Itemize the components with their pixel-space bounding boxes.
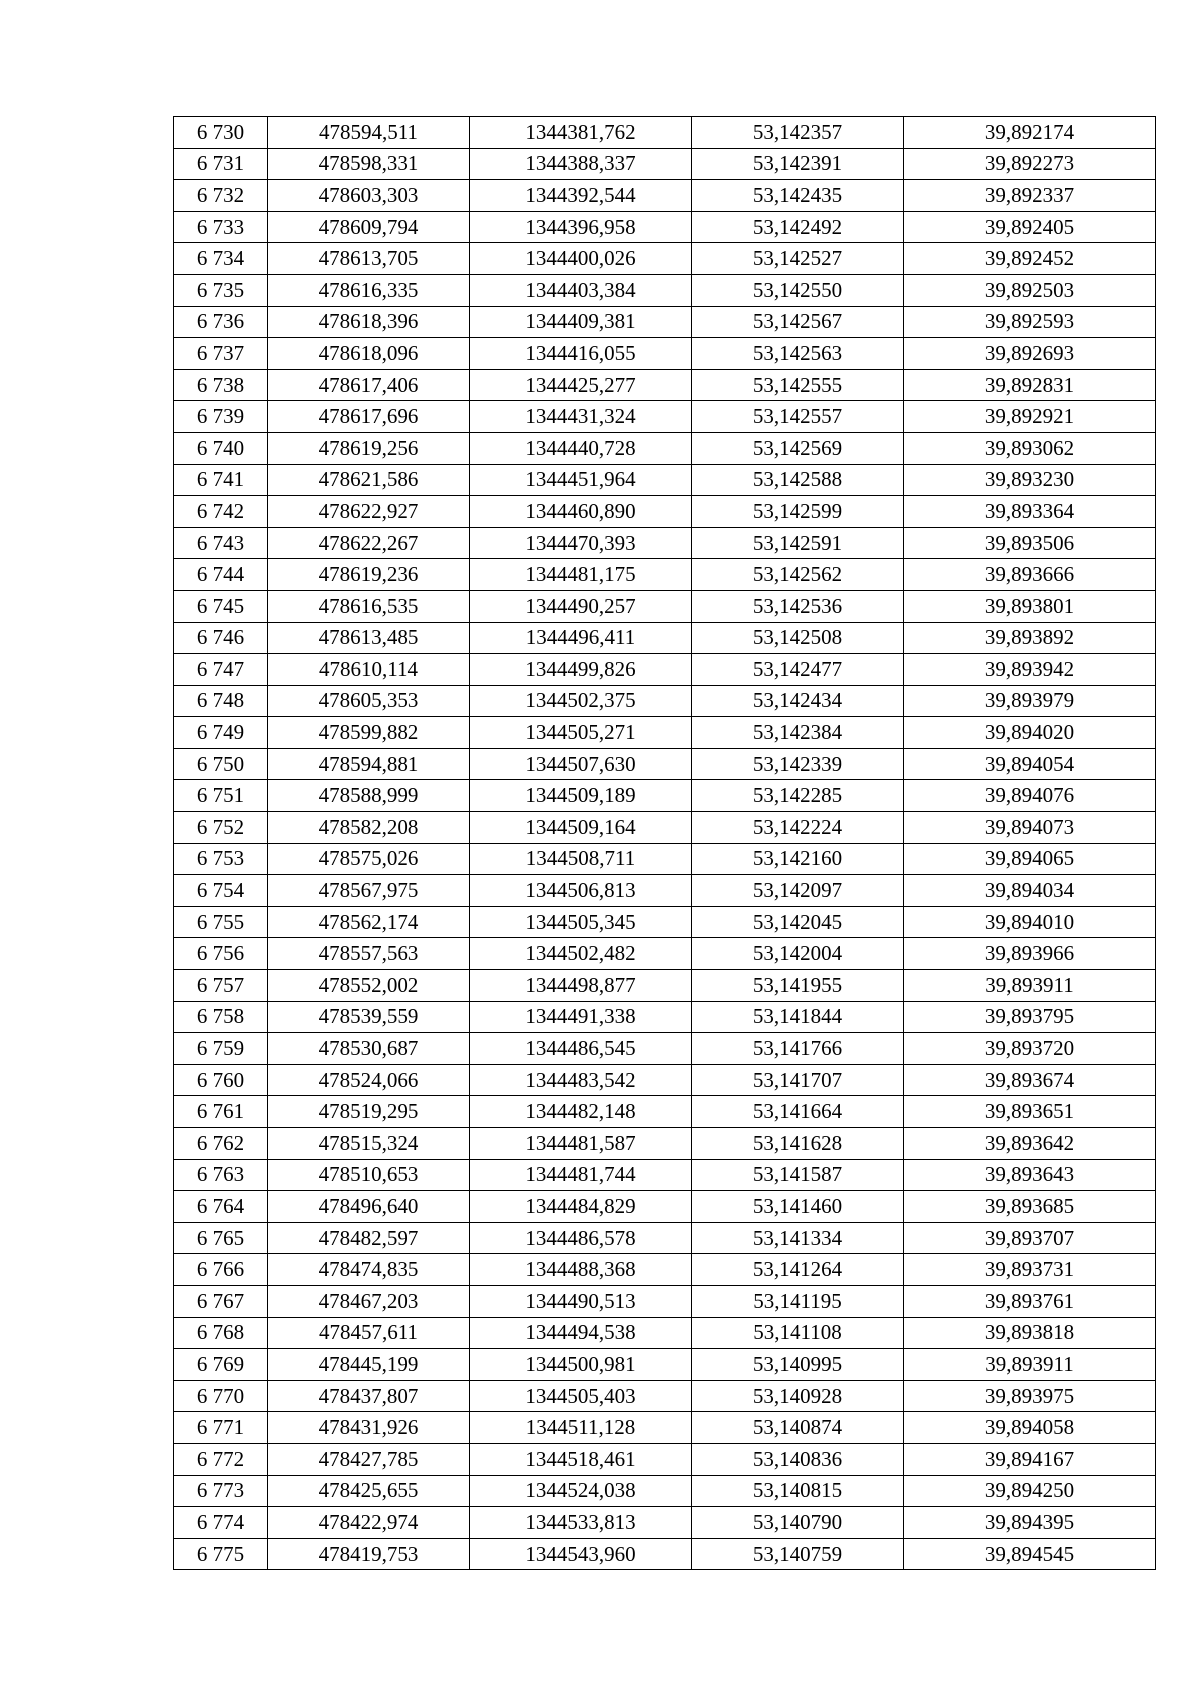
- x-coordinate-cell: 478618,096: [268, 338, 470, 370]
- y-coordinate-cell: 1344392,544: [470, 180, 692, 212]
- table-row: [174, 875, 1156, 907]
- longitude-cell: 39,894167: [904, 1443, 1156, 1475]
- point-number-cell: 6 734: [174, 243, 268, 275]
- y-coordinate-cell: 1344486,545: [470, 1033, 692, 1065]
- table-row: [174, 748, 1156, 780]
- point-number-cell: 6 738: [174, 369, 268, 401]
- y-coordinate-cell: 1344496,411: [470, 622, 692, 654]
- x-coordinate-cell: 478609,794: [268, 211, 470, 243]
- x-coordinate-cell: 478621,586: [268, 464, 470, 496]
- latitude-cell: 53,142339: [692, 748, 904, 780]
- longitude-cell: 39,893801: [904, 590, 1156, 622]
- y-coordinate-cell: 1344481,744: [470, 1159, 692, 1191]
- x-coordinate-cell: 478618,396: [268, 306, 470, 338]
- table-row: [174, 780, 1156, 812]
- coordinates-table-body: [174, 117, 1156, 1570]
- x-coordinate-cell: 478616,335: [268, 274, 470, 306]
- x-coordinate-cell: 478613,705: [268, 243, 470, 275]
- longitude-cell: 39,893707: [904, 1222, 1156, 1254]
- longitude-cell: 39,893062: [904, 432, 1156, 464]
- latitude-cell: 53,141195: [692, 1285, 904, 1317]
- x-coordinate-cell: 478437,807: [268, 1380, 470, 1412]
- latitude-cell: 53,140790: [692, 1507, 904, 1539]
- point-number-cell: 6 745: [174, 590, 268, 622]
- table-row: [174, 1475, 1156, 1507]
- latitude-cell: 53,141460: [692, 1191, 904, 1223]
- latitude-cell: 53,142391: [692, 148, 904, 180]
- point-number-cell: 6 733: [174, 211, 268, 243]
- y-coordinate-cell: 1344482,148: [470, 1096, 692, 1128]
- longitude-cell: 39,893761: [904, 1285, 1156, 1317]
- longitude-cell: 39,892405: [904, 211, 1156, 243]
- longitude-cell: 39,892921: [904, 401, 1156, 433]
- latitude-cell: 53,142536: [692, 590, 904, 622]
- latitude-cell: 53,142562: [692, 559, 904, 591]
- table-row: [174, 464, 1156, 496]
- point-number-cell: 6 758: [174, 1001, 268, 1033]
- table-row: [174, 1222, 1156, 1254]
- x-coordinate-cell: 478610,114: [268, 654, 470, 686]
- longitude-cell: 39,893731: [904, 1254, 1156, 1286]
- point-number-cell: 6 768: [174, 1317, 268, 1349]
- x-coordinate-cell: 478619,256: [268, 432, 470, 464]
- point-number-cell: 6 744: [174, 559, 268, 591]
- x-coordinate-cell: 478519,295: [268, 1096, 470, 1128]
- x-coordinate-cell: 478457,611: [268, 1317, 470, 1349]
- table-row: [174, 243, 1156, 275]
- y-coordinate-cell: 1344499,826: [470, 654, 692, 686]
- x-coordinate-cell: 478575,026: [268, 843, 470, 875]
- x-coordinate-cell: 478431,926: [268, 1412, 470, 1444]
- point-number-cell: 6 750: [174, 748, 268, 780]
- x-coordinate-cell: 478599,882: [268, 717, 470, 749]
- y-coordinate-cell: 1344507,630: [470, 748, 692, 780]
- y-coordinate-cell: 1344460,890: [470, 496, 692, 528]
- point-number-cell: 6 759: [174, 1033, 268, 1065]
- y-coordinate-cell: 1344416,055: [470, 338, 692, 370]
- latitude-cell: 53,142588: [692, 464, 904, 496]
- point-number-cell: 6 732: [174, 180, 268, 212]
- x-coordinate-cell: 478603,303: [268, 180, 470, 212]
- latitude-cell: 53,140928: [692, 1380, 904, 1412]
- latitude-cell: 53,142492: [692, 211, 904, 243]
- longitude-cell: 39,893685: [904, 1191, 1156, 1223]
- table-row: [174, 906, 1156, 938]
- latitude-cell: 53,142569: [692, 432, 904, 464]
- x-coordinate-cell: 478613,485: [268, 622, 470, 654]
- longitude-cell: 39,894054: [904, 748, 1156, 780]
- longitude-cell: 39,894058: [904, 1412, 1156, 1444]
- y-coordinate-cell: 1344440,728: [470, 432, 692, 464]
- latitude-cell: 53,142508: [692, 622, 904, 654]
- point-number-cell: 6 742: [174, 496, 268, 528]
- longitude-cell: 39,892831: [904, 369, 1156, 401]
- table-row: [174, 1285, 1156, 1317]
- table-row: [174, 812, 1156, 844]
- longitude-cell: 39,894010: [904, 906, 1156, 938]
- y-coordinate-cell: 1344491,338: [470, 1001, 692, 1033]
- latitude-cell: 53,141264: [692, 1254, 904, 1286]
- table-row: [174, 1317, 1156, 1349]
- x-coordinate-cell: 478474,835: [268, 1254, 470, 1286]
- x-coordinate-cell: 478530,687: [268, 1033, 470, 1065]
- point-number-cell: 6 757: [174, 970, 268, 1002]
- longitude-cell: 39,892273: [904, 148, 1156, 180]
- latitude-cell: 53,142357: [692, 117, 904, 149]
- table-row: [174, 274, 1156, 306]
- x-coordinate-cell: 478445,199: [268, 1349, 470, 1381]
- point-number-cell: 6 760: [174, 1064, 268, 1096]
- table-row: [174, 148, 1156, 180]
- longitude-cell: 39,893642: [904, 1128, 1156, 1160]
- y-coordinate-cell: 1344506,813: [470, 875, 692, 907]
- latitude-cell: 53,142004: [692, 938, 904, 970]
- longitude-cell: 39,893506: [904, 527, 1156, 559]
- longitude-cell: 39,893674: [904, 1064, 1156, 1096]
- point-number-cell: 6 764: [174, 1191, 268, 1223]
- x-coordinate-cell: 478539,559: [268, 1001, 470, 1033]
- table-row: [174, 717, 1156, 749]
- point-number-cell: 6 743: [174, 527, 268, 559]
- latitude-cell: 53,140815: [692, 1475, 904, 1507]
- longitude-cell: 39,892693: [904, 338, 1156, 370]
- point-number-cell: 6 752: [174, 812, 268, 844]
- coordinates-table: [173, 116, 1156, 1570]
- table-row: [174, 1064, 1156, 1096]
- table-row: [174, 685, 1156, 717]
- longitude-cell: 39,894250: [904, 1475, 1156, 1507]
- table-row: [174, 527, 1156, 559]
- x-coordinate-cell: 478425,655: [268, 1475, 470, 1507]
- table-row: [174, 1380, 1156, 1412]
- table-row: [174, 369, 1156, 401]
- table-row: [174, 211, 1156, 243]
- y-coordinate-cell: 1344396,958: [470, 211, 692, 243]
- y-coordinate-cell: 1344508,711: [470, 843, 692, 875]
- latitude-cell: 53,142384: [692, 717, 904, 749]
- point-number-cell: 6 735: [174, 274, 268, 306]
- latitude-cell: 53,140759: [692, 1538, 904, 1570]
- latitude-cell: 53,141628: [692, 1128, 904, 1160]
- y-coordinate-cell: 1344511,128: [470, 1412, 692, 1444]
- y-coordinate-cell: 1344518,461: [470, 1443, 692, 1475]
- latitude-cell: 53,142224: [692, 812, 904, 844]
- y-coordinate-cell: 1344505,403: [470, 1380, 692, 1412]
- latitude-cell: 53,142160: [692, 843, 904, 875]
- x-coordinate-cell: 478605,353: [268, 685, 470, 717]
- x-coordinate-cell: 478622,927: [268, 496, 470, 528]
- y-coordinate-cell: 1344494,538: [470, 1317, 692, 1349]
- table-row: [174, 1254, 1156, 1286]
- y-coordinate-cell: 1344431,324: [470, 401, 692, 433]
- latitude-cell: 53,142527: [692, 243, 904, 275]
- y-coordinate-cell: 1344502,375: [470, 685, 692, 717]
- point-number-cell: 6 766: [174, 1254, 268, 1286]
- longitude-cell: 39,893979: [904, 685, 1156, 717]
- longitude-cell: 39,894020: [904, 717, 1156, 749]
- longitude-cell: 39,893966: [904, 938, 1156, 970]
- longitude-cell: 39,894034: [904, 875, 1156, 907]
- table-row: [174, 306, 1156, 338]
- table-row: [174, 938, 1156, 970]
- table-row: [174, 559, 1156, 591]
- y-coordinate-cell: 1344400,026: [470, 243, 692, 275]
- point-number-cell: 6 756: [174, 938, 268, 970]
- point-number-cell: 6 749: [174, 717, 268, 749]
- table-row: [174, 1191, 1156, 1223]
- longitude-cell: 39,894395: [904, 1507, 1156, 1539]
- table-row: [174, 1159, 1156, 1191]
- x-coordinate-cell: 478422,974: [268, 1507, 470, 1539]
- point-number-cell: 6 754: [174, 875, 268, 907]
- longitude-cell: 39,893892: [904, 622, 1156, 654]
- x-coordinate-cell: 478557,563: [268, 938, 470, 970]
- x-coordinate-cell: 478598,331: [268, 148, 470, 180]
- point-number-cell: 6 771: [174, 1412, 268, 1444]
- y-coordinate-cell: 1344409,381: [470, 306, 692, 338]
- x-coordinate-cell: 478515,324: [268, 1128, 470, 1160]
- x-coordinate-cell: 478594,511: [268, 117, 470, 149]
- point-number-cell: 6 772: [174, 1443, 268, 1475]
- x-coordinate-cell: 478482,597: [268, 1222, 470, 1254]
- table-row: [174, 432, 1156, 464]
- y-coordinate-cell: 1344381,762: [470, 117, 692, 149]
- latitude-cell: 53,142285: [692, 780, 904, 812]
- table-row: [174, 654, 1156, 686]
- point-number-cell: 6 767: [174, 1285, 268, 1317]
- x-coordinate-cell: 478427,785: [268, 1443, 470, 1475]
- longitude-cell: 39,893942: [904, 654, 1156, 686]
- latitude-cell: 53,141955: [692, 970, 904, 1002]
- point-number-cell: 6 765: [174, 1222, 268, 1254]
- latitude-cell: 53,142563: [692, 338, 904, 370]
- longitude-cell: 39,893818: [904, 1317, 1156, 1349]
- longitude-cell: 39,893666: [904, 559, 1156, 591]
- y-coordinate-cell: 1344490,513: [470, 1285, 692, 1317]
- y-coordinate-cell: 1344403,384: [470, 274, 692, 306]
- x-coordinate-cell: 478616,535: [268, 590, 470, 622]
- latitude-cell: 53,142591: [692, 527, 904, 559]
- latitude-cell: 53,141844: [692, 1001, 904, 1033]
- x-coordinate-cell: 478582,208: [268, 812, 470, 844]
- point-number-cell: 6 739: [174, 401, 268, 433]
- table-row: [174, 338, 1156, 370]
- table-row: [174, 180, 1156, 212]
- y-coordinate-cell: 1344509,164: [470, 812, 692, 844]
- x-coordinate-cell: 478594,881: [268, 748, 470, 780]
- table-row: [174, 1001, 1156, 1033]
- latitude-cell: 53,142434: [692, 685, 904, 717]
- latitude-cell: 53,142557: [692, 401, 904, 433]
- longitude-cell: 39,893795: [904, 1001, 1156, 1033]
- longitude-cell: 39,894076: [904, 780, 1156, 812]
- table-row: [174, 1128, 1156, 1160]
- point-number-cell: 6 737: [174, 338, 268, 370]
- latitude-cell: 53,142567: [692, 306, 904, 338]
- table-row: [174, 117, 1156, 149]
- table-row: [174, 1412, 1156, 1444]
- table-row: [174, 622, 1156, 654]
- latitude-cell: 53,141334: [692, 1222, 904, 1254]
- x-coordinate-cell: 478496,640: [268, 1191, 470, 1223]
- longitude-cell: 39,893975: [904, 1380, 1156, 1412]
- latitude-cell: 53,142435: [692, 180, 904, 212]
- y-coordinate-cell: 1344470,393: [470, 527, 692, 559]
- table-row: [174, 1096, 1156, 1128]
- y-coordinate-cell: 1344490,257: [470, 590, 692, 622]
- point-number-cell: 6 731: [174, 148, 268, 180]
- longitude-cell: 39,894545: [904, 1538, 1156, 1570]
- point-number-cell: 6 746: [174, 622, 268, 654]
- point-number-cell: 6 748: [174, 685, 268, 717]
- x-coordinate-cell: 478562,174: [268, 906, 470, 938]
- point-number-cell: 6 775: [174, 1538, 268, 1570]
- point-number-cell: 6 753: [174, 843, 268, 875]
- point-number-cell: 6 773: [174, 1475, 268, 1507]
- latitude-cell: 53,140836: [692, 1443, 904, 1475]
- latitude-cell: 53,141587: [692, 1159, 904, 1191]
- latitude-cell: 53,142045: [692, 906, 904, 938]
- point-number-cell: 6 751: [174, 780, 268, 812]
- y-coordinate-cell: 1344533,813: [470, 1507, 692, 1539]
- y-coordinate-cell: 1344481,587: [470, 1128, 692, 1160]
- table-row: [174, 1349, 1156, 1381]
- y-coordinate-cell: 1344388,337: [470, 148, 692, 180]
- latitude-cell: 53,141108: [692, 1317, 904, 1349]
- latitude-cell: 53,142599: [692, 496, 904, 528]
- longitude-cell: 39,892337: [904, 180, 1156, 212]
- x-coordinate-cell: 478617,696: [268, 401, 470, 433]
- point-number-cell: 6 747: [174, 654, 268, 686]
- x-coordinate-cell: 478524,066: [268, 1064, 470, 1096]
- table-row: [174, 590, 1156, 622]
- table-row: [174, 496, 1156, 528]
- longitude-cell: 39,893230: [904, 464, 1156, 496]
- y-coordinate-cell: 1344500,981: [470, 1349, 692, 1381]
- y-coordinate-cell: 1344425,277: [470, 369, 692, 401]
- y-coordinate-cell: 1344484,829: [470, 1191, 692, 1223]
- table-row: [174, 1033, 1156, 1065]
- point-number-cell: 6 730: [174, 117, 268, 149]
- x-coordinate-cell: 478619,236: [268, 559, 470, 591]
- latitude-cell: 53,142555: [692, 369, 904, 401]
- x-coordinate-cell: 478622,267: [268, 527, 470, 559]
- point-number-cell: 6 740: [174, 432, 268, 464]
- longitude-cell: 39,892452: [904, 243, 1156, 275]
- y-coordinate-cell: 1344509,189: [470, 780, 692, 812]
- x-coordinate-cell: 478510,653: [268, 1159, 470, 1191]
- x-coordinate-cell: 478552,002: [268, 970, 470, 1002]
- x-coordinate-cell: 478588,999: [268, 780, 470, 812]
- x-coordinate-cell: 478419,753: [268, 1538, 470, 1570]
- point-number-cell: 6 774: [174, 1507, 268, 1539]
- latitude-cell: 53,142097: [692, 875, 904, 907]
- y-coordinate-cell: 1344483,542: [470, 1064, 692, 1096]
- point-number-cell: 6 755: [174, 906, 268, 938]
- y-coordinate-cell: 1344502,482: [470, 938, 692, 970]
- longitude-cell: 39,892503: [904, 274, 1156, 306]
- table-row: [174, 1538, 1156, 1570]
- longitude-cell: 39,894065: [904, 843, 1156, 875]
- table-row: [174, 843, 1156, 875]
- latitude-cell: 53,141664: [692, 1096, 904, 1128]
- x-coordinate-cell: 478617,406: [268, 369, 470, 401]
- longitude-cell: 39,893643: [904, 1159, 1156, 1191]
- latitude-cell: 53,142550: [692, 274, 904, 306]
- y-coordinate-cell: 1344451,964: [470, 464, 692, 496]
- y-coordinate-cell: 1344486,578: [470, 1222, 692, 1254]
- longitude-cell: 39,894073: [904, 812, 1156, 844]
- point-number-cell: 6 736: [174, 306, 268, 338]
- point-number-cell: 6 763: [174, 1159, 268, 1191]
- longitude-cell: 39,892174: [904, 117, 1156, 149]
- table-row: [174, 1507, 1156, 1539]
- latitude-cell: 53,142477: [692, 654, 904, 686]
- latitude-cell: 53,141707: [692, 1064, 904, 1096]
- latitude-cell: 53,140995: [692, 1349, 904, 1381]
- x-coordinate-cell: 478567,975: [268, 875, 470, 907]
- longitude-cell: 39,893911: [904, 1349, 1156, 1381]
- y-coordinate-cell: 1344505,271: [470, 717, 692, 749]
- point-number-cell: 6 770: [174, 1380, 268, 1412]
- longitude-cell: 39,893720: [904, 1033, 1156, 1065]
- y-coordinate-cell: 1344488,368: [470, 1254, 692, 1286]
- longitude-cell: 39,892593: [904, 306, 1156, 338]
- latitude-cell: 53,141766: [692, 1033, 904, 1065]
- table-row: [174, 401, 1156, 433]
- table-row: [174, 1443, 1156, 1475]
- y-coordinate-cell: 1344505,345: [470, 906, 692, 938]
- table-row: [174, 970, 1156, 1002]
- longitude-cell: 39,893911: [904, 970, 1156, 1002]
- y-coordinate-cell: 1344524,038: [470, 1475, 692, 1507]
- longitude-cell: 39,893651: [904, 1096, 1156, 1128]
- point-number-cell: 6 761: [174, 1096, 268, 1128]
- y-coordinate-cell: 1344543,960: [470, 1538, 692, 1570]
- latitude-cell: 53,140874: [692, 1412, 904, 1444]
- y-coordinate-cell: 1344481,175: [470, 559, 692, 591]
- y-coordinate-cell: 1344498,877: [470, 970, 692, 1002]
- x-coordinate-cell: 478467,203: [268, 1285, 470, 1317]
- point-number-cell: 6 741: [174, 464, 268, 496]
- longitude-cell: 39,893364: [904, 496, 1156, 528]
- point-number-cell: 6 769: [174, 1349, 268, 1381]
- point-number-cell: 6 762: [174, 1128, 268, 1160]
